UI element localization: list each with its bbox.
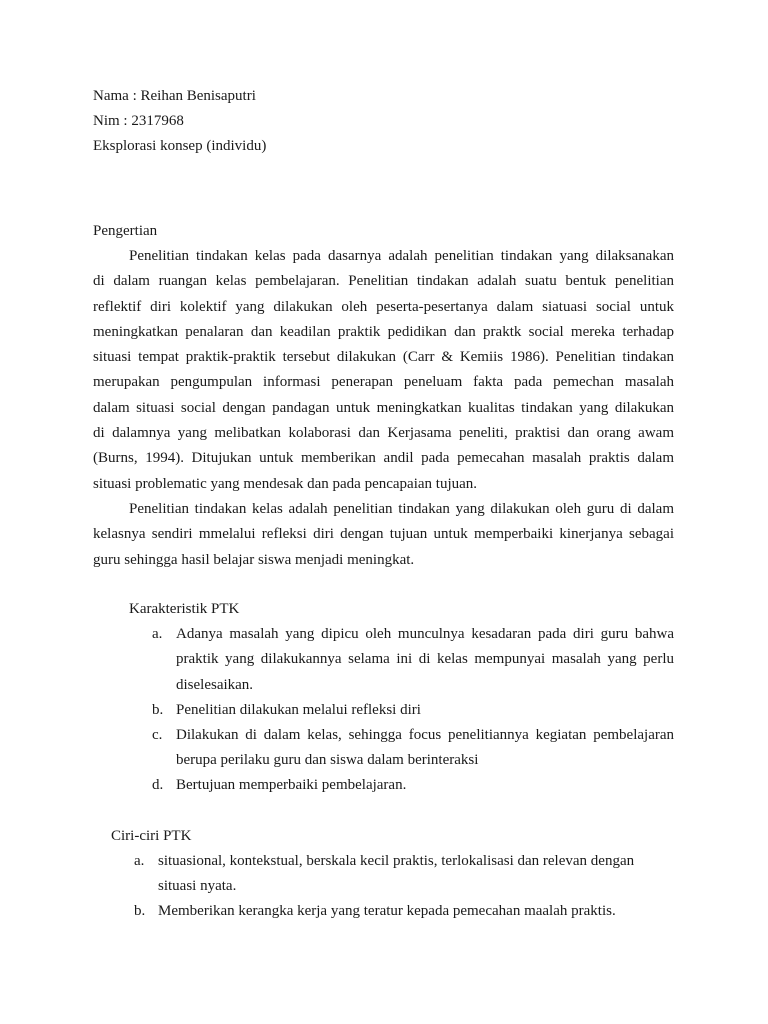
list-marker: b.: [134, 903, 146, 919]
list-marker: b.: [152, 702, 164, 718]
list-item-line: praktik yang dilakukannya selama ini di kelas mempunyai masalah yang perlu: [176, 651, 674, 668]
section-heading-pengertian: Pengertian: [93, 223, 158, 239]
paragraph-line: kelasnya sendiri mmelalui refleksi diri dengan tujuan untuk memperbaiki kinerjanya sebagai: [93, 526, 674, 543]
paragraph-line: dalam situasi social dengan pandagan untuk meningkatkan kualitas tindakan yang dilakukan: [93, 399, 674, 416]
list-item-line: situasi nyata.: [158, 878, 237, 895]
student-name: Nama : Reihan Benisaputri: [93, 88, 256, 104]
paragraph-line: di dalamnya yang melibatkan kolaborasi dan Kerjasama peneliti, praktisi dan orang awam: [93, 425, 674, 442]
list-item: [176, 723, 674, 774]
paragraph-line: meningkatkan penalaran dan keadilan praktik pedidikan dan praktk social mereka terhadap: [93, 323, 674, 340]
paragraph-line: guru sehingga hasil belajar siswa menjadi meningkat.: [93, 551, 415, 568]
paragraph-line: Penelitian tindakan kelas adalah penelitian tindakan yang dilakukan oleh guru di dalam: [129, 501, 674, 517]
paragraph-line: di dalam ruangan kelas pembelajaran. Penelitian tindakan adalah suatu bentuk penelitian: [93, 273, 674, 290]
list-marker: d.: [152, 777, 164, 793]
list-item: [158, 899, 658, 924]
list-item: [176, 622, 674, 698]
list-item-line: Penelitian dilakukan melalui refleksi diri: [176, 702, 421, 718]
list-marker: a.: [134, 853, 145, 869]
paragraph-line: reflektif diri kolektif yang dilakukan oleh peserta-pesertanya dalam siatuasi social untuk: [93, 298, 674, 315]
list-item: [176, 698, 674, 723]
paragraph-line: situasi tempat praktik-praktik tersebut dilakukan (Carr & Kemiis 1986). Penelitian tindakan: [93, 349, 674, 366]
list-item-line: Bertujuan memperbaiki pembelajaran.: [176, 777, 407, 793]
paragraph-pengertian-1: [93, 244, 674, 497]
paragraph-line: merupakan pengumpulan informasi penerapan peneluam fakta pada pemechan masalah: [93, 374, 674, 391]
list-item: [176, 773, 674, 798]
paragraph-pengertian-2: [93, 497, 674, 573]
assignment-title: Eksplorasi konsep (individu): [93, 138, 267, 154]
list-item-line: Memberikan kerangka kerja yang teratur kepada pemecahan maalah praktis.: [158, 903, 616, 919]
list-item-line: Adanya masalah yang dipicu oleh munculnya kesadaran pada diri guru bahwa: [176, 626, 674, 642]
list-item-line: situasional, kontekstual, berskala kecil praktis, terlokalisasi dan relevan dengan: [158, 853, 635, 869]
list-marker: a.: [152, 626, 163, 642]
section-heading-karakteristik: Karakteristik PTK: [129, 601, 240, 617]
list-item: [158, 849, 658, 900]
paragraph-line: Penelitian tindakan kelas pada dasarnya adalah penelitian tindakan yang dilaksanakan: [129, 248, 674, 264]
student-nim: Nim : 2317968: [93, 113, 184, 129]
list-marker: c.: [152, 727, 163, 743]
paragraph-line: (Burns, 1994). Ditujukan untuk memberikan andil pada pemecahan masalah praktis dalam: [93, 450, 674, 467]
paragraph-line: situasi problematic yang mendesak dan pada pencapaian tujuan.: [93, 475, 478, 492]
list-item-line: Dilakukan di dalam kelas, sehingga focus penelitiannya kegiatan pembelajaran: [176, 727, 674, 743]
list-item-line: diselesaikan.: [176, 676, 254, 693]
section-heading-ciri: Ciri-ciri PTK: [111, 828, 192, 844]
list-item-line: berupa perilaku guru dan siswa dalam berinteraksi: [176, 752, 479, 769]
